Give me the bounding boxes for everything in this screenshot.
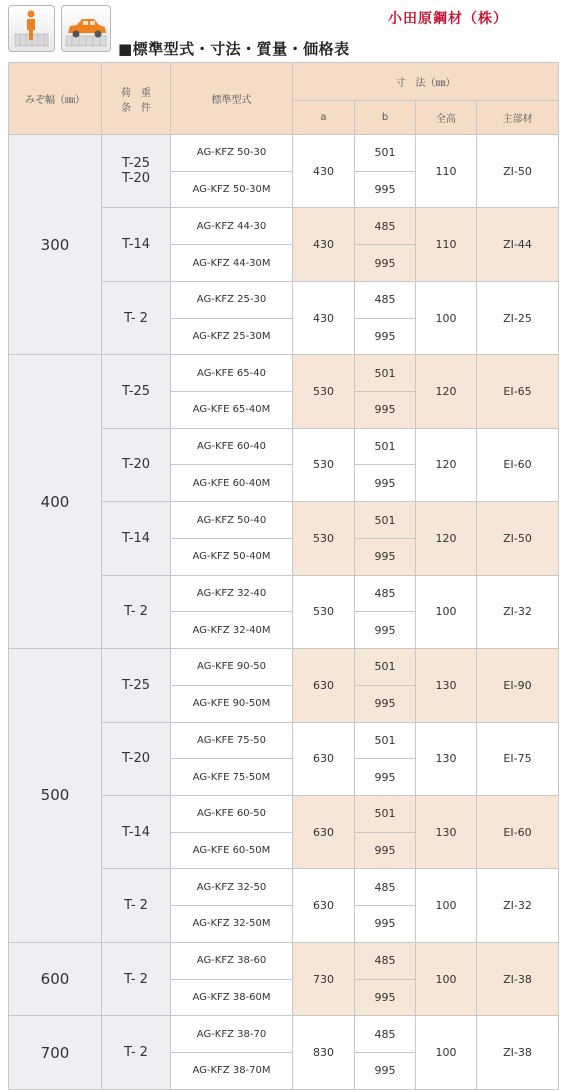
dim-a-cell: 530 [293,575,355,648]
groove-width-cell: 600 [9,942,102,1015]
material-cell: EI-65 [477,355,559,428]
load-condition-label: T- 2 [124,898,148,914]
load-condition-label: T-20 [122,457,150,473]
dim-b-cell: 485 [355,208,416,245]
dim-b-cell: 995 [355,612,416,649]
page-title: ■標準型式・寸法・質量・価格表 [118,40,350,58]
model-cell: AG-KFZ 50-40M [171,538,293,575]
header-load [102,63,171,135]
dim-b-cell: 995 [355,392,416,429]
groove-width-cell: 400 [9,355,102,649]
dim-b-cell: 995 [355,759,416,796]
dim-a-cell: 430 [293,281,355,354]
dim-b-cell: 995 [355,906,416,943]
material-cell: ZI-50 [477,135,559,208]
load-condition-label: T-20 [122,751,150,767]
model-cell: AG-KFZ 38-60 [171,942,293,979]
dim-b-cell: 485 [355,942,416,979]
model-cell: AG-KFZ 25-30M [171,318,293,355]
dim-a-cell: 630 [293,722,355,795]
dim-b-cell: 485 [355,1016,416,1053]
spec-body [9,135,559,1090]
dim-b-cell: 501 [355,649,416,686]
load-condition-label: T-14 [122,530,150,546]
load-condition-label: T- 2 [124,1045,148,1061]
model-cell: AG-KFZ 38-60M [171,979,293,1016]
load-condition-label: T-20 [122,171,150,187]
dim-b-cell: 501 [355,722,416,759]
height-cell: 100 [416,575,477,648]
dim-a-cell: 530 [293,355,355,428]
table-row [9,649,559,686]
height-cell: 130 [416,649,477,722]
load-condition-cell [102,575,171,648]
dim-a-cell: 430 [293,135,355,208]
header-width: みぞ幅（㎜） [9,63,102,135]
load-condition-cell [102,208,171,281]
height-cell: 110 [416,135,477,208]
load-condition-cell [102,1016,171,1090]
model-cell: AG-KFZ 32-40 [171,575,293,612]
model-cell: AG-KFZ 32-50 [171,869,293,906]
groove-width-cell: 500 [9,649,102,943]
model-cell: AG-KFE 65-40 [171,355,293,392]
material-cell: EI-60 [477,428,559,501]
load-condition-label: T-25 [122,156,150,172]
dim-b-cell: 501 [355,355,416,392]
height-cell: 130 [416,722,477,795]
model-cell: AG-KFZ 32-40M [171,612,293,649]
model-cell: AG-KFE 60-50M [171,832,293,869]
header-b: b [355,101,416,135]
dim-b-cell: 995 [355,465,416,502]
load-condition-cell [102,502,171,575]
model-cell: AG-KFE 65-40M [171,392,293,429]
material-cell: ZI-32 [477,575,559,648]
table-row [9,942,559,979]
model-cell: AG-KFE 90-50 [171,649,293,686]
height-cell: 110 [416,208,477,281]
spec-table [8,62,559,1090]
dim-a-cell: 530 [293,502,355,575]
load-condition-label: T- 2 [124,310,148,326]
model-cell: AG-KFZ 50-30 [171,135,293,172]
dim-a-cell: 430 [293,208,355,281]
model-cell: AG-KFZ 38-70M [171,1052,293,1089]
load-condition-cell [102,722,171,795]
load-condition-cell [102,795,171,868]
header-model: 標準型式 [171,63,293,135]
height-cell: 100 [416,942,477,1015]
dim-b-cell: 995 [355,318,416,355]
material-cell: ZI-44 [477,208,559,281]
header-load-line2: 条 件 [121,102,151,114]
material-cell: ZI-32 [477,869,559,942]
height-cell: 120 [416,428,477,501]
model-cell: AG-KFE 75-50 [171,722,293,759]
model-cell: AG-KFE 60-40 [171,428,293,465]
dim-b-cell: 995 [355,979,416,1016]
dim-b-cell: 995 [355,245,416,282]
load-condition-cell [102,649,171,722]
dim-a-cell: 730 [293,942,355,1015]
height-cell: 100 [416,1016,477,1090]
dim-b-cell: 995 [355,538,416,575]
model-cell: AG-KFE 90-50M [171,685,293,722]
dim-a-cell: 530 [293,428,355,501]
model-cell: AG-KFZ 50-40 [171,502,293,539]
height-cell: 100 [416,869,477,942]
material-cell: ZI-25 [477,281,559,354]
material-cell: EI-60 [477,795,559,868]
load-condition-label: T-25 [122,384,150,400]
model-cell: AG-KFZ 44-30M [171,245,293,282]
dim-a-cell: 830 [293,1016,355,1090]
table-row [9,355,559,392]
model-cell: AG-KFZ 25-30 [171,281,293,318]
dim-b-cell: 501 [355,502,416,539]
load-condition-cell [102,355,171,428]
dim-b-cell: 501 [355,135,416,172]
dim-b-cell: 485 [355,575,416,612]
table-row [9,1016,559,1053]
height-cell: 120 [416,355,477,428]
dim-a-cell: 630 [293,649,355,722]
model-cell: AG-KFE 60-40M [171,465,293,502]
load-condition-label: T- 2 [124,971,148,987]
dim-b-cell: 995 [355,832,416,869]
dim-b-cell: 501 [355,428,416,465]
header-dims: 寸 法（㎜） [293,63,559,101]
height-cell: 100 [416,281,477,354]
dim-b-cell: 995 [355,171,416,208]
header-material: 主部材 [477,101,559,135]
header-height: 全高 [416,101,477,135]
material-cell: EI-75 [477,722,559,795]
load-condition-label: T-14 [122,237,150,253]
dim-b-cell: 485 [355,281,416,318]
dim-a-cell: 630 [293,869,355,942]
material-cell: ZI-38 [477,1016,559,1090]
model-cell: AG-KFZ 32-50M [171,906,293,943]
material-cell: ZI-50 [477,502,559,575]
dim-b-cell: 485 [355,869,416,906]
dim-b-cell: 501 [355,795,416,832]
load-condition-label: T- 2 [124,604,148,620]
height-cell: 130 [416,795,477,868]
model-cell: AG-KFZ 38-70 [171,1016,293,1053]
dim-b-cell: 995 [355,685,416,722]
load-condition-cell [102,281,171,354]
header-a: a [293,101,355,135]
model-cell: AG-KFE 60-50 [171,795,293,832]
load-condition-cell [102,428,171,501]
model-cell: AG-KFZ 50-30M [171,171,293,208]
dim-b-cell: 995 [355,1052,416,1089]
load-condition-label: T-25 [122,677,150,693]
car-icon [61,5,111,52]
groove-width-cell: 300 [9,135,102,355]
dim-a-cell: 630 [293,795,355,868]
pedestrian-icon [8,5,55,52]
company-name: 小田原鋼材（株） [388,11,508,27]
load-condition-cell [102,869,171,942]
header-load-line1: 荷 重 [121,87,151,99]
material-cell: ZI-38 [477,942,559,1015]
load-condition-label: T-14 [122,824,150,840]
load-condition-cell [102,942,171,1015]
groove-width-cell: 700 [9,1016,102,1090]
height-cell: 120 [416,502,477,575]
model-cell: AG-KFZ 44-30 [171,208,293,245]
model-cell: AG-KFE 75-50M [171,759,293,796]
table-row [9,135,559,172]
material-cell: EI-90 [477,649,559,722]
load-condition-cell [102,135,171,208]
